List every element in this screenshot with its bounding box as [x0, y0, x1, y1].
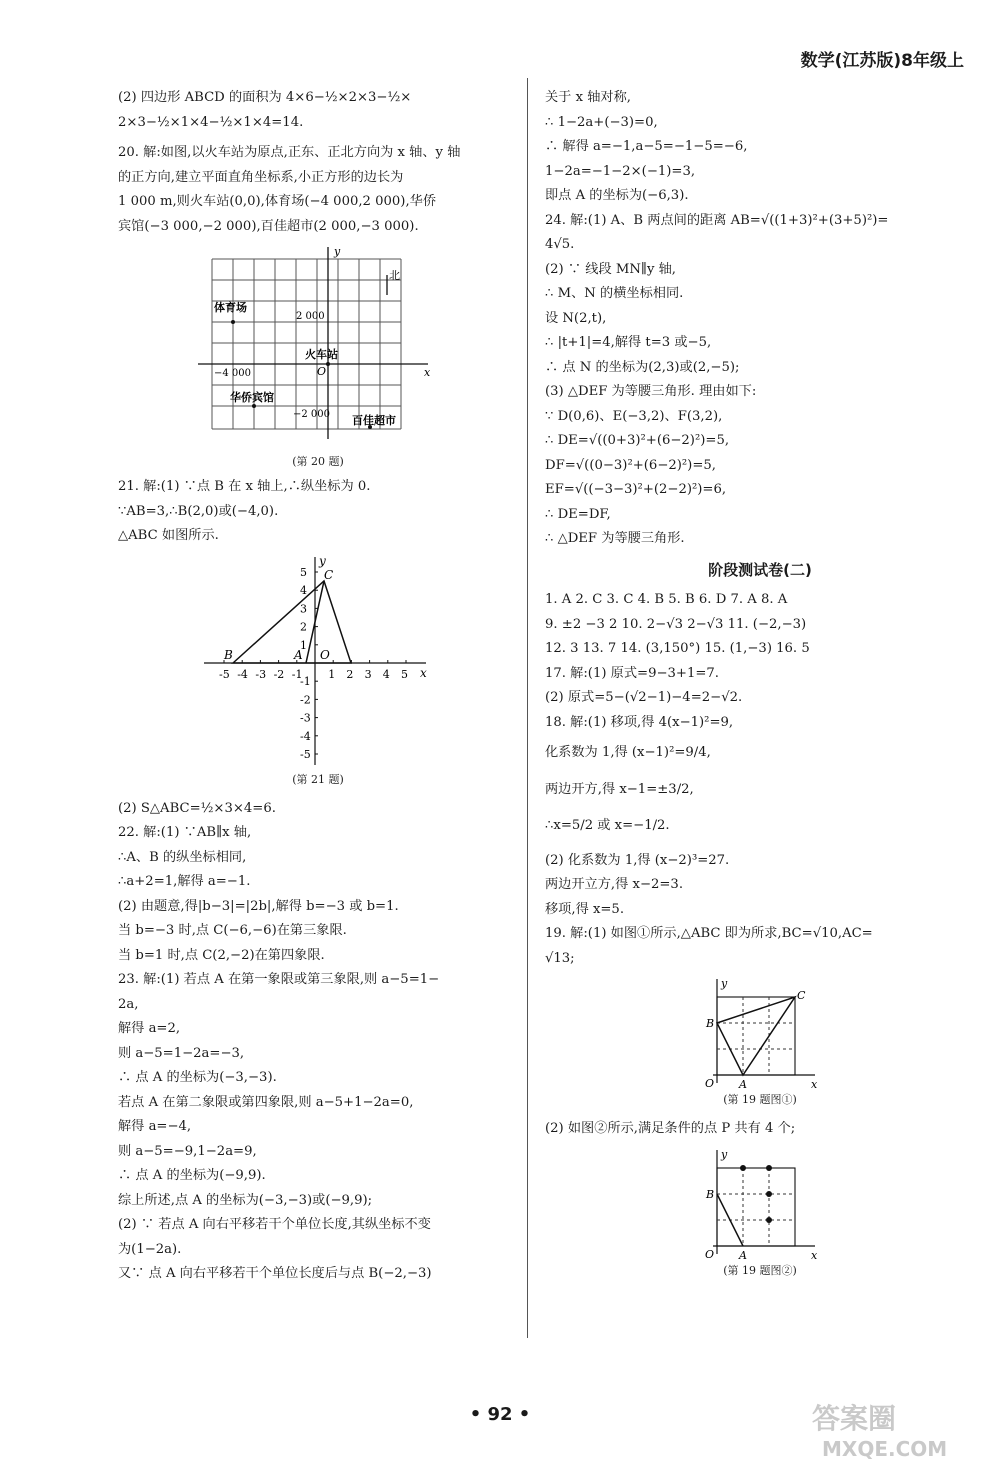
section-heading: 阶段测试卷(二) [708, 560, 812, 579]
x-tick-label: 2 [346, 667, 354, 681]
y-tick-label: 2 [300, 620, 307, 634]
y-axis-label: y [319, 553, 326, 568]
text-line: △ABC 如图所示. [118, 528, 219, 543]
station-label: 火车站 [305, 348, 338, 361]
right-column [545, 86, 975, 1280]
figure-19-2 [695, 1146, 825, 1262]
text-line: 19. 解:(1) 如图①所示,△ABC 即为所求,BC=√10,AC= [545, 926, 873, 941]
text-line: 24. 解:(1) A、B 两点间的距离 AB=√((1+3)²+(3+5)²)= [545, 212, 889, 228]
text-line: 23. 解:(1) 若点 A 在第一象限或第三象限,则 a−5=1− [118, 972, 440, 987]
text-line: 当 b=1 时,点 C(2,−2)在第四象限. [118, 947, 325, 963]
text-line: 解得 a=−4, [118, 1119, 192, 1134]
text-line: 为(1−2a). [118, 1241, 182, 1257]
origin-label: O [317, 365, 327, 378]
tick-label: −2 000 [293, 409, 331, 420]
y-tick-label: 3 [300, 601, 307, 615]
hotel-label: 华侨宾馆 [230, 391, 274, 404]
stadium-label: 体育场 [214, 301, 247, 314]
text-line: 设 N(2,t), [545, 310, 607, 326]
text-line: 1 000 m,则火车站(0,0),体育场(−4 000,2 000),华侨 [118, 194, 437, 209]
y-tick-label: 1 [300, 638, 307, 652]
x-tick-label: -5 [219, 667, 230, 681]
figure-19-1 [695, 975, 825, 1091]
text-line: 的正方向,建立平面直角坐标系,小正方形的边长为 [118, 169, 404, 185]
point-c-label: C [797, 989, 806, 1002]
x-tick-label: 3 [364, 667, 372, 681]
origin-label: O [705, 1247, 715, 1261]
text-line: 2a, [118, 996, 139, 1012]
answer-line: 9. ±2 −3 2 10. 2−√3 2−√3 11. (−2,−3) [545, 616, 807, 632]
text-line: ∴ 1−2a+(−3)=0, [545, 114, 658, 130]
triangle-abc [233, 581, 351, 663]
text-line: (2) 如图②所示,满足条件的点 P 共有 4 个; [545, 1121, 796, 1136]
text-line: ∵AB=3,∴B(2,0)或(−4,0). [118, 503, 279, 519]
point-a-label: A [294, 647, 303, 662]
text-line: 17. 解:(1) 原式=9−3+1=7. [545, 665, 719, 681]
text-line: 则 a−5=1−2a=−3, [118, 1045, 245, 1061]
text-line: 两边开立方,得 x−2=3. [545, 877, 684, 892]
text-line: ∴ M、N 的横坐标相同. [545, 286, 684, 301]
x-axis-label: x [811, 1248, 818, 1262]
origin-label: O [705, 1077, 715, 1090]
text-line: ∴ 点 A 的坐标为(−9,9). [118, 1168, 266, 1183]
text-line: 移项,得 x=5. [545, 901, 625, 917]
text-line: (2) S△ABC=½×3×4=6. [118, 800, 276, 816]
text-line: ∴ DE=√((0+3)²+(6−2)²)=5, [545, 433, 730, 448]
watermark-logo [802, 1398, 982, 1462]
y-tick-label: -5 [300, 747, 311, 761]
point-b-label: B [706, 1017, 715, 1030]
text-line: ∴A、B 的纵坐标相同, [118, 849, 247, 865]
text-line: 1−2a=−1−2×(−1)=3, [545, 163, 696, 179]
text-line: (2) ∵ 若点 A 向右平移若干个单位长度,其纵坐标不变 [118, 1217, 431, 1232]
y-tick-label: 5 [300, 565, 307, 579]
text-line: 化系数为 1,得 (x−1)²=9/4, [545, 745, 711, 760]
text-line: (2) 原式=5−(√2−1)−4=2−√2. [545, 690, 743, 705]
x-axis-label: x [424, 366, 431, 379]
text-line: (2) 化系数为 1,得 (x−2)³=27. [545, 852, 730, 868]
figure-caption: (第 19 题图①) [723, 1093, 797, 1106]
text-line: 解得 a=2, [118, 1021, 181, 1036]
x-tick-label: -4 [237, 667, 248, 681]
y-tick-label: -4 [300, 729, 311, 743]
text-line: 20. 解:如图,以火车站为原点,正东、正北方向为 x 轴、y 轴 [118, 145, 461, 160]
text-line: 综上所述,点 A 的坐标为(−3,−3)或(−9,9); [118, 1192, 373, 1208]
figure-caption: (第 20 题) [292, 455, 344, 468]
text-line: 18. 解:(1) 移项,得 4(x−1)²=9, [545, 714, 734, 730]
text-line: 则 a−5=−9,1−2a=9, [118, 1143, 257, 1159]
text-line: 关于 x 轴对称, [545, 90, 631, 105]
point-a-label: A [739, 1078, 747, 1091]
svg-text:答案圈: 答案圈 [812, 1402, 897, 1435]
point-c-label: C [324, 567, 334, 582]
y-axis-label: y [721, 977, 728, 990]
x-tick-label: -2 [273, 667, 285, 681]
x-tick-label: -3 [255, 667, 267, 681]
answer-line: 1. A 2. C 3. C 4. B 5. B 6. D 7. A 8. A [545, 592, 788, 607]
text-line: ∴ DE=DF, [545, 506, 611, 522]
left-column [118, 86, 518, 1287]
text-line: EF=√((−3−3)²+(2−2)²)=6, [545, 482, 727, 497]
text-line: 21. 解:(1) ∵点 B 在 x 轴上,∴纵坐标为 0. [118, 479, 371, 494]
north-label: 北 [389, 269, 400, 282]
text-line: ∴ △DEF 为等腰三角形. [545, 531, 685, 546]
page-header-title: 数学(江苏版)8年级上 [800, 51, 964, 71]
figure-caption: (第 21 题) [292, 772, 344, 786]
x-tick-label: 4 [382, 667, 390, 681]
y-tick-label: 4 [300, 583, 307, 597]
figure-20-grid-map [188, 243, 448, 453]
text-line: 若点 A 在第二象限或第四象限,则 a−5+1−2a=0, [118, 1094, 414, 1110]
tick-label: −4 000 [214, 368, 252, 379]
text-line: 2×3−½×1×4−½×1×4=14. [118, 114, 304, 130]
text-line: (2) 四边形 ABCD 的面积为 4×6−½×2×3−½× [118, 90, 412, 105]
text-line: 又∵ 点 A 向右平移若干个单位长度后与点 B(−2,−3) [118, 1266, 432, 1281]
text-line: (3) △DEF 为等腰三角形. 理由如下: [545, 384, 757, 399]
text-line: 两边开方,得 x−1=±3/2, [545, 781, 694, 797]
x-tick-label: 1 [328, 667, 336, 681]
text-line: ∴ 解得 a=−1,a−5=−1−5=−6, [545, 139, 748, 154]
text-line: 即点 A 的坐标为(−6,3). [545, 188, 689, 203]
x-tick-label: -1 [291, 667, 303, 681]
y-tick-label: -3 [300, 711, 311, 725]
text-line: ∴ 点 N 的坐标为(2,3)或(2,−5); [545, 359, 740, 375]
text-line: ∵ D(0,6)、E(−3,2)、F(3,2), [545, 408, 723, 424]
x-axis-label: x [420, 665, 427, 680]
column-divider [527, 78, 528, 1338]
figure-21-triangle [198, 553, 438, 771]
x-axis-label: x [811, 1078, 818, 1091]
y-tick-label: -1 [300, 674, 311, 688]
page-number: • 92 • [469, 1404, 531, 1425]
y-axis-label: y [334, 245, 341, 258]
triangle-abc [717, 997, 795, 1075]
origin-label: O [320, 647, 330, 662]
text-line: 4√5. [545, 237, 575, 252]
market-label: 百佳超市 [352, 414, 396, 427]
point-b-label: B [224, 647, 233, 662]
text-line: DF=√((0−3)²+(6−2)²)=5, [545, 457, 716, 473]
text-line: ∴ |t+1|=4,解得 t=3 或−5, [545, 335, 712, 350]
text-line: (2) 由题意,得|b−3|=|2b|,解得 b=−3 或 b=1. [118, 898, 399, 914]
figure-caption: (第 19 题图②) [723, 1263, 797, 1277]
text-line: 22. 解:(1) ∵AB∥x 轴, [118, 825, 252, 840]
point-a-label: A [739, 1248, 747, 1262]
answer-line: 12. 3 13. 7 14. (3,150°) 15. (1,−3) 16. 5 [545, 641, 810, 656]
text-line: ∴a+2=1,解得 a=−1. [118, 874, 251, 889]
text-line: √13; [545, 950, 575, 966]
x-tick-label: 5 [401, 667, 408, 681]
y-axis-label: y [721, 1147, 728, 1161]
point-b-label: B [706, 1187, 715, 1201]
text-line: ∴ 点 A 的坐标为(−3,−3). [118, 1070, 277, 1085]
text-line: 宾馆(−3 000,−2 000),百佳超市(2 000,−3 000). [118, 218, 419, 234]
text-line: (2) ∵ 线段 MN∥y 轴, [545, 261, 676, 277]
y-tick-label: -2 [300, 692, 311, 706]
tick-label: 2 000 [296, 311, 325, 322]
svg-text:MXQE.COM: MXQE.COM [822, 1437, 948, 1461]
text-line: 当 b=−3 时,点 C(−6,−6)在第三象限. [118, 923, 347, 938]
text-line: ∴x=5/2 或 x=−1/2. [545, 818, 670, 833]
